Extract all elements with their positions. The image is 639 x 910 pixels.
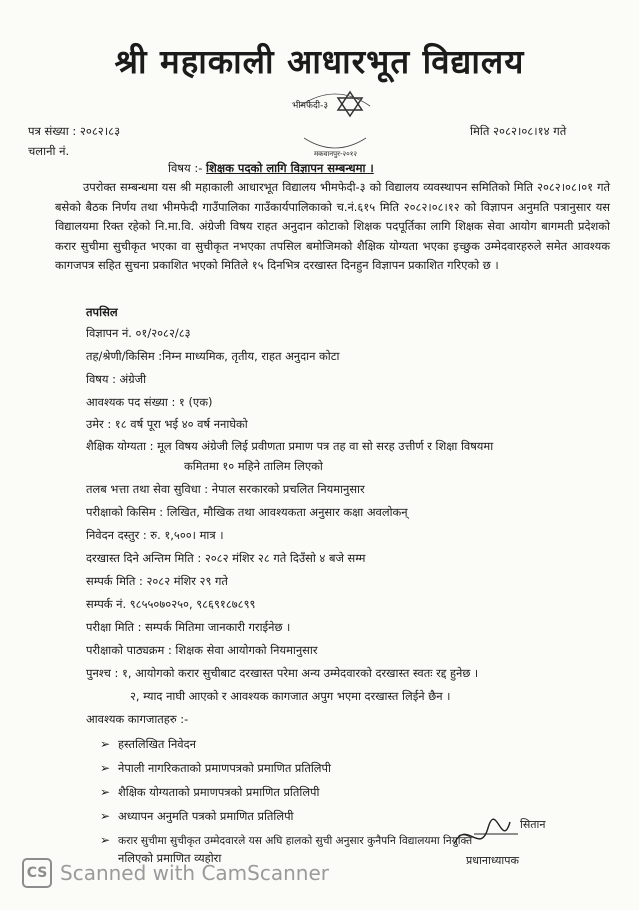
signature-title: प्रधानाध्यापक bbox=[466, 854, 519, 867]
tapsil-line: परीक्षाको पाठ्यक्रम : शिक्षक सेवा आयोगको नियमानुसार bbox=[86, 643, 318, 657]
tapsil-line: परीक्षा मिति : सम्पर्क मितिमा जानकारी गराईनेछ । bbox=[86, 620, 291, 634]
subject-text: शिक्षक पदको लागि विज्ञापन सम्बन्धमा । bbox=[206, 161, 374, 175]
document-text: नेपाली नागरिकताको प्रमाणपत्रको प्रमाणित प्रतिलिपी bbox=[118, 761, 331, 775]
tapsil-line: उमेर : १८ वर्ष पूरा भई ४० वर्ष ननाघेको bbox=[86, 417, 248, 431]
letter-number: पत्र संख्या : २०८२।८३ bbox=[28, 124, 121, 138]
document-text: अध्यापन अनुमति पत्रको प्रमाणित प्रतिलिपी bbox=[118, 809, 294, 823]
list-item bbox=[100, 761, 331, 776]
tapsil-line: सम्पर्क मिति : २०८२ मंशिर २९ गते bbox=[86, 574, 228, 588]
list-item bbox=[100, 785, 319, 800]
documents-heading: आवश्यक कागजातहरु :- bbox=[86, 712, 189, 726]
camscanner-logo-icon: CS bbox=[22, 858, 52, 888]
subject-line bbox=[168, 161, 374, 176]
school-seal bbox=[290, 88, 380, 158]
seal-district: मकवानपुर-२०१२ bbox=[314, 150, 358, 158]
tapsil-line: निवेदन दस्तुर : रु. १,५००। मात्र । bbox=[86, 528, 224, 542]
letter-date: मिति २०८२।०८।१४ गते bbox=[470, 124, 567, 138]
list-item bbox=[100, 809, 294, 824]
school-name: श्री महाकाली आधारभूत विद्यालय bbox=[114, 42, 525, 81]
tapsil-line: विज्ञापन नं. ०१/२०८२/८३ bbox=[86, 326, 191, 340]
watermark-text: Scanned with CamScanner bbox=[60, 861, 329, 885]
camscanner-watermark bbox=[22, 858, 329, 890]
arrow-bullet-icon: ➢ bbox=[100, 737, 111, 751]
tapsil-line: दरखास्त दिने अन्तिम मिति : २०८२ मंशिर २८ गते दिउँसो ४ बजे सम्म bbox=[86, 551, 366, 565]
tapsil-heading: तपसिल bbox=[86, 305, 118, 319]
arrow-bullet-icon: ➢ bbox=[100, 809, 111, 823]
dispatch-number: चलानी नं. bbox=[28, 144, 70, 158]
tapsil-line: शैक्षिक योग्यता : मूल विषय अंग्रेजी लिई प्रवीणता प्रमाण पत्र तह वा सो सरह उत्तीर्ण र शिक्षा विषयमा bbox=[86, 439, 494, 453]
tapsil-line: आवश्यक पद संख्या : १ (एक) bbox=[86, 395, 213, 409]
list-item bbox=[100, 833, 472, 848]
document-text: शैक्षिक योग्यताको प्रमाणपत्रको प्रमाणित प्रतिलिपी bbox=[118, 785, 320, 799]
arrow-bullet-icon: ➢ bbox=[100, 833, 111, 847]
document-text: करार सुचीमा सुचीकृत उम्मेदवारले यस अघि हालको सुची अनुसार कुनैपनि विद्यालयमा नियुक्ति bbox=[118, 835, 473, 847]
arrow-bullet-icon: ➢ bbox=[100, 761, 111, 775]
seal-place: भीमफेदी-३ bbox=[292, 101, 329, 111]
tapsil-line: पुनश्च : १, आयोगको करार सुचीबाट दरखास्त परेमा अन्य उम्मेदवारको दरखास्त स्वतः रद्द हुनेछ । bbox=[86, 666, 479, 680]
tapsil-line: परीक्षाको किसिम : लिखित, मौखिक तथा आवश्यकता अनुसार कक्षा अवलोकन् bbox=[86, 505, 408, 519]
tapsil-line: कमितमा १० महिने तालिम लिएको bbox=[184, 459, 323, 473]
tapsil-line: तलब भत्ता तथा सेवा सुविधा : नेपाल सरकारको प्रचलित नियमानुसार bbox=[86, 482, 365, 496]
tapsil-line: २, म्याद नाघी आएको र आवश्यक कागजात अपुग भएमा दरखास्त लिईने छैन । bbox=[130, 689, 451, 703]
arrow-bullet-icon: ➢ bbox=[100, 785, 111, 799]
subject-label: विषय :- bbox=[168, 161, 203, 175]
signature-name: सितान bbox=[520, 818, 546, 831]
document-text: नलिएको प्रमाणित व्यहोरा bbox=[118, 851, 222, 865]
list-item bbox=[100, 737, 196, 752]
document-text: हस्तलिखित निवेदन bbox=[118, 737, 197, 751]
tapsil-line: विषय : अंग्रेजी bbox=[86, 372, 147, 386]
intro-paragraph: उपरोक्त सम्बन्धमा यस श्री महाकाली आधारभूत विद्यालय भीमफेदी-३ को विद्यालय व्यवस्थापन समितिको मिति २०८२।०८।०१ गते बसेको बैठक निर्णय तथा भीमफेदी गाउँपालिका गाउँकार्यपालिकाको च.नं.६१५ मिति २०८२।०८।१२ को विज्ञापन अनुमति पत्रानुसार यस विद्यालयमा रिक्त रहेको नि.मा.वि. अंग्रेजी विषय राहत अनुदान कोटाको शिक्षक पदपूर्तिका लागि शिक्षक सेवा आयोग बागमती प्रदेशको करार सुचीमा सुचीकृत भएका वा सुचीकृत नभएका तपसिल बमोजिमको शैक्षिक योग्यता भएका इच्छुक उम्मेदवारहरुले समेत आवश्यक कागजपत्र सहित सुचना प्रकाशित भएको मितिले १५ दिनभित्र दरखास्त दिनहुन विज्ञापन प्रकाशित गरिएको छ । bbox=[55, 180, 610, 272]
principal-signature bbox=[444, 810, 564, 870]
tapsil-line: सम्पर्क नं. ९८५५०७०२५०, ९८६९१८७८९९ bbox=[86, 597, 256, 611]
tapsil-line: तह/श्रेणी/किसिम :निम्न माध्यमिक, तृतीय, राहत अनुदान कोटा bbox=[86, 349, 340, 363]
